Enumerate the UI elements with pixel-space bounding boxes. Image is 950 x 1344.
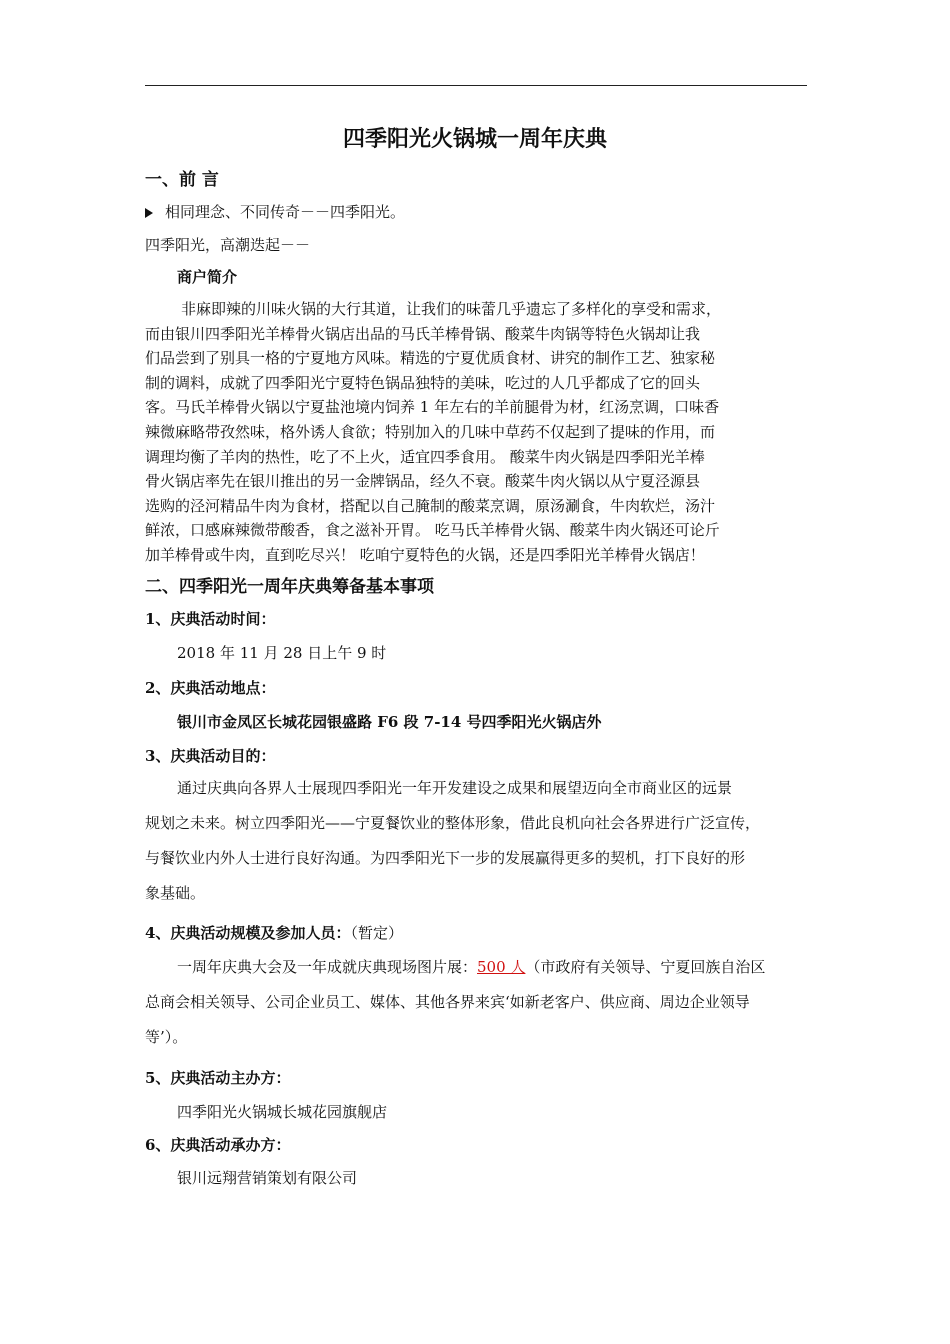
purpose-line: 象基础。 (145, 884, 206, 902)
section-1-heading: 一、前 言 (145, 170, 219, 190)
organizer-label: 6、庆典活动承办方： (145, 1136, 291, 1154)
place-label: 2、庆典活动地点： (145, 679, 276, 697)
intro-line: 非麻即辣的川味火锅的大行其道，让我们的味蕾几乎遗忘了多样化的享受和需求， (181, 300, 722, 318)
scale-label: 4、庆典活动规模及参加人员： (145, 924, 351, 942)
section-2-heading: 二、四季阳光一周年庆典筹备基本事项 (145, 577, 434, 597)
arrow-bullet-icon (145, 208, 153, 218)
scale-line: 总商会相关领导、公司企业员工、媒体、其他各界来宾‘如新老客户、供应商、周边企业领导 (145, 993, 750, 1011)
merchant-intro-heading: 商户简介 (177, 268, 238, 286)
bullet-item (145, 201, 405, 222)
time-value: 2018 年 11 月 28 日上午 9 时 (177, 644, 387, 662)
scale-line (145, 950, 808, 985)
intro-line: 骨火锅店率先在银川推出的另一金牌锅品，经久不衰。酸菜牛肉火锅以从宁夏泾源县 (145, 472, 701, 491)
scale-heading (145, 922, 403, 943)
purpose-line: 规划之未来。树立四季阳光——宁夏餐饮业的整体形象，借此良机向社会各界进行广泛宣传， (145, 814, 761, 832)
intro-line: 制的调料，成就了四季阳光宁夏特色锅品独特的美味，吃过的人几乎都成了它的回头 (145, 373, 701, 392)
intro-line: 鲜浓，口感麻辣微带酸香，食之滋补开胃。 吃马氏羊棒骨火锅、酸菜牛肉火锅还可论斤 (145, 521, 720, 540)
purpose-line: 通过庆典向各界人士展现四季阳光一年开发建设之成果和展望迈向全市商业区的远景 (177, 779, 733, 797)
time-label: 1、庆典活动时间： (145, 610, 276, 628)
intro-line: 调理均衡了羊肉的热性，吃了不上火，适宜四季食用。 酸菜牛肉火锅是四季阳光羊棒 (145, 447, 705, 466)
organizer-value: 银川远翔营销策划有限公司 (177, 1169, 358, 1187)
merchant-intro-paragraph (145, 297, 808, 568)
host-label: 5、庆典活动主办方： (145, 1069, 291, 1087)
scale-line-post: （市政府有关领导、宁夏回族自治区 (525, 958, 766, 976)
bullet-text: 相同理念、不同传奇－－四季阳光。 (165, 203, 406, 221)
scale-paragraph (145, 950, 808, 1055)
intro-line: 辣微麻略带孜然味，格外诱人食欲；特别加入的几味中草药不仅起到了提味的作用，而 (145, 422, 716, 441)
purpose-paragraph (145, 771, 808, 911)
scale-note: （暂定） (350, 924, 403, 942)
attendee-count: 500 人 (477, 958, 526, 976)
scale-line-pre: 一周年庆典大会及一年成就庆典现场图片展： (177, 958, 478, 976)
place-value: 银川市金凤区长城花园银盛路 F6 段 7-14 号四季阳光火锅店外 (177, 713, 602, 731)
intro-line: 选购的泾河精品牛肉为食材，搭配以自己腌制的酸菜烹调，原汤涮食，牛肉软烂，汤汁 (145, 496, 716, 515)
intro-line: 们品尝到了别具一格的宁夏地方风味。精选的宁夏优质食材、讲究的制作工艺、独家秘 (145, 349, 716, 368)
intro-line: 而由银川四季阳光羊棒骨火锅店出品的马氏羊棒骨锅、酸菜牛肉锅等特色火锅却让我 (145, 324, 701, 343)
slogan-text: 四季阳光，高潮迭起－－ (145, 236, 311, 254)
document-title: 四季阳光火锅城一周年庆典 (342, 126, 607, 152)
purpose-line: 与餐饮业内外人士进行良好沟通。为四季阳光下一步的发展赢得更多的契机，打下良好的形 (145, 849, 746, 867)
purpose-label: 3、庆典活动目的： (145, 747, 276, 765)
intro-line: 加羊棒骨或牛肉，直到吃尽兴！ 吃咱宁夏特色的火锅，还是四季阳光羊棒骨火锅店！ (145, 545, 705, 564)
host-value: 四季阳光火锅城长城花园旗舰店 (177, 1103, 388, 1121)
header-rule (145, 85, 807, 86)
intro-line: 客。马氏羊棒骨火锅以宁夏盐池境内饲养 1 年左右的羊前腿骨为材，红汤烹调，口味香 (145, 398, 720, 417)
scale-line: 等’）。 (145, 1028, 188, 1046)
